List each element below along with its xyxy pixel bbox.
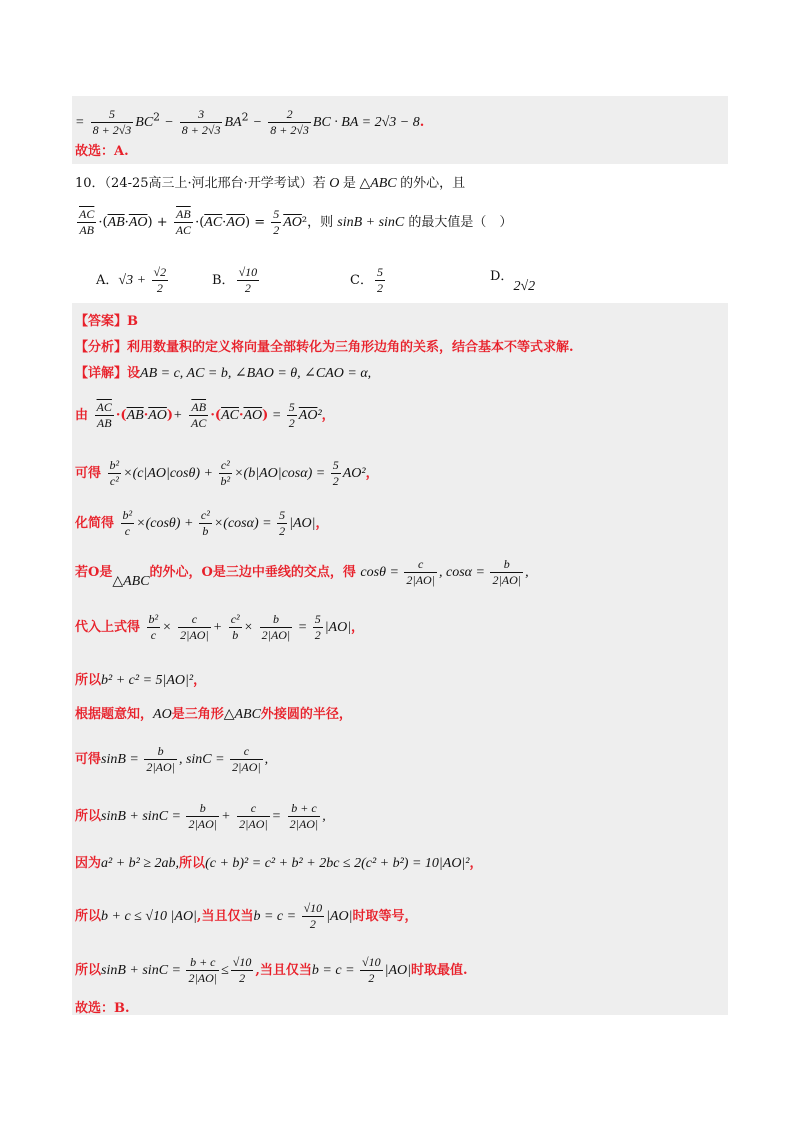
question-condition: $\frac{\overline{AC}}{AB}$ $\cdot(\overline{AB}\cdot\overline{AO})$ + $\frac{\overline{AB}}{AC}$ $\cdot(\overline{AC}\cdot\overline{AO})$ = $\frac{5}{2}$ $\overline{AO}^2$，则 sinB + sinC 的最大值是（ ） [79,207,513,237]
detail-line-4: 若O是△ABC的外心，O是三边中垂线的交点，得 cosθ = $\frac{c}{2|AO|}$ , cosα = $\frac{b}{2|AO|}$ , [75,557,529,589]
detail-line-8: 可得sinB = $\frac{b}{2|AO|}$ , sinC = $\frac{c}{2|AO|}$ , [75,744,269,774]
detail-line-11: 所以b + c ≤ √10 |AO|,当且仅当b = c = $\frac{√10}{2}$ |AO|时取等号， [75,901,418,931]
detail-intro: 【详解】设AB = c, AC = b, ∠BAO = θ, ∠CAO = α, [75,366,372,381]
option-d: D．2√2 [490,269,536,294]
detail-line-3: 化简得 $\frac{\text{b²}}{c}$ ×(cosθ) + $\frac{\text{c²}}{b}$ ×(cosα) = $\frac{5}{2}$ |AO|， [75,508,329,538]
question-stem: 10．（24-25高三上·河北邢台·开学考试）若 O 是 △ABC 的外心，且 [75,176,466,191]
top-expression: = $\frac{5}{8 + 2√3}$ $BC^2$ − $\frac{3}{8 + 2√3}$ $BA^2$ − $\frac{2}{8 + 2√3}$ BC · BA = 2√3 − 8. [75,107,425,137]
final-choice: 故选：B. [75,1001,130,1016]
detail-line-5: 代入上式得 $\frac{\text{b²}}{c}$ × $\frac{c}{2|AO|}$ + $\frac{\text{c²}}{b}$ × $\frac{b}{2|AO|}$ = $\frac{5}{2}$ |AO|， [75,612,365,642]
detail-line-6: 所以b² + c² = 5|AO|²， [75,673,207,688]
detail-line-7: 根据题意知，AO是三角形△ABC外接圆的半径， [75,707,352,722]
top-choice: 故选：A. [75,144,129,159]
answer-label: 【答案】B [75,314,138,329]
detail-line-12: 所以sinB + sinC = $\frac{b + c}{2|AO|}$ ≤ $\frac{√10}{2}$ ,当且仅当b = c = $\frac{√10}{2}$ |AO|时取最值. [75,955,468,985]
option-a: A．√3 + $\frac{√2}{2}$ [96,265,167,295]
detail-line-10: 因为a² + b² ≥ 2ab,所以(c + b)² = c² + b² + 2bc ≤ 2(c² + b²) = 10|AO|²， [75,856,483,871]
detail-line-2: 可得 $\frac{\text{b²}}{\text{c²}}$ ×(c|AO|cosθ) + $\frac{\text{c²}}{\text{b²}}$ ×(b|AO|cosα) = $\frac{5}{2}$ AO²， [75,458,379,488]
question-source: 10．（24-25高三上·河北邢台·开学考试）若 [75,176,326,191]
option-c: C． $\frac{5}{2}$ [350,265,383,295]
analysis: 【分析】利用数量积的定义将向量全部转化为三角形边角的关系，结合基本不等式求解. [75,340,574,355]
question-mid: 的外心，且 [400,176,466,191]
detail-line-1: 由 $\frac{\overline{AC}}{AB}$ $\cdot(\overline{AB}\cdot\overline{AO})+$ $\frac{\overline{AB}}{AC}$ $\cdot(\overline{AC}\cdot\overline{AO})$ = $\frac{5}{2}$ $\overline{AO}^2$， [75,400,335,430]
option-b: B． $\frac{√10}{2}$ [212,265,258,295]
detail-line-9: 所以sinB + sinC = $\frac{b}{2|AO|}$ + $\frac{c}{2|AO|}$ = $\frac{b + c}{2|AO|}$ , [75,801,326,831]
